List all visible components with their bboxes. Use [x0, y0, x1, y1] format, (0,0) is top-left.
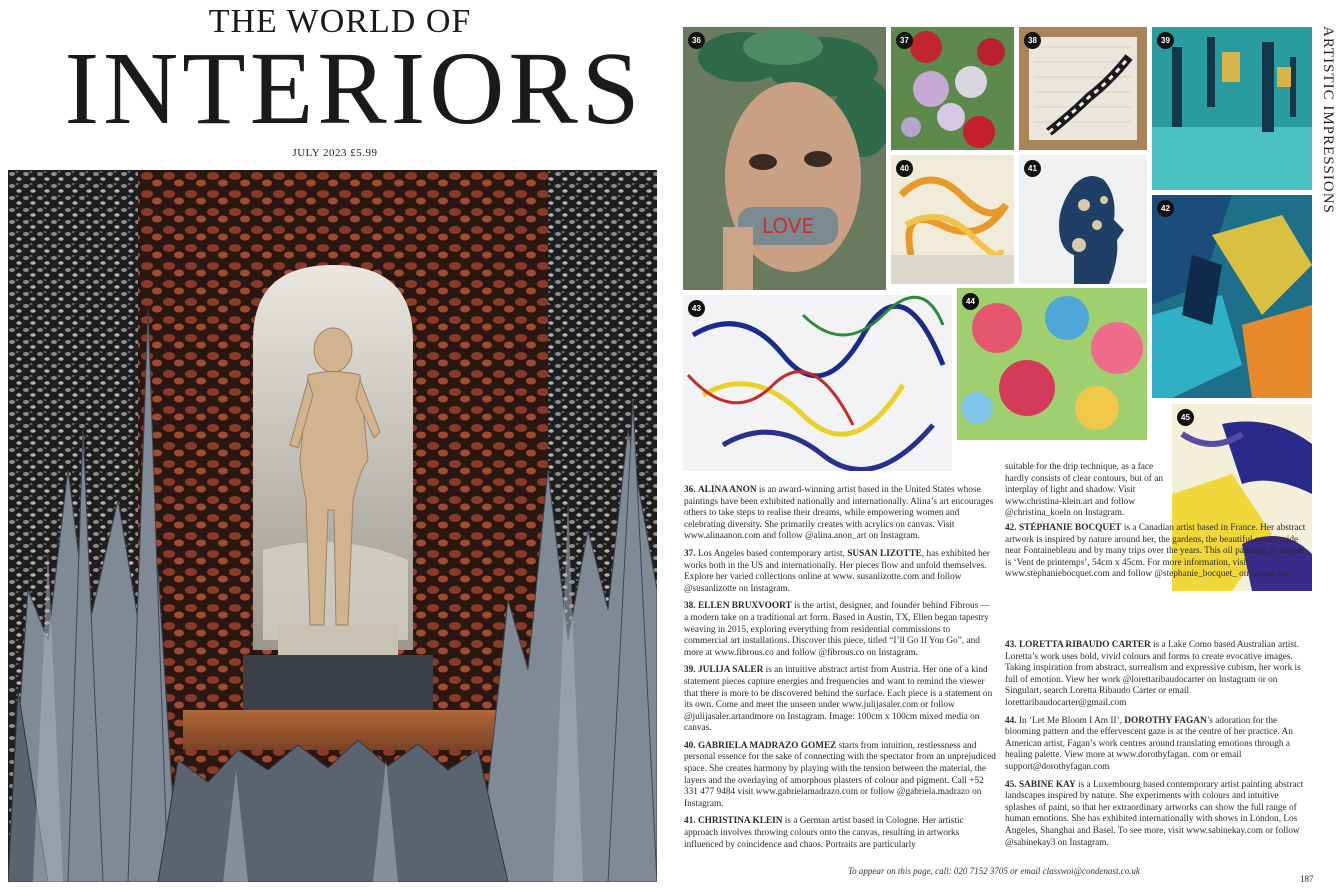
- section-title: ARTISTIC IMPRESSIONS: [1320, 26, 1336, 214]
- orange-abstract-painting: [891, 155, 1014, 284]
- page-number: 187: [1300, 874, 1314, 884]
- tapestry-weaving: [1019, 27, 1147, 150]
- entry-38: 38. ELLEN BRUXVOORT is the artist, designer, and founder behind Fibrous — a modern take on a traditional art form. Based in Austin, TX, Ellen began tapestry weaving in 2015, exploring everything from residential commissions to commercial art installations. Discover this piece, titled “I’ll Go If You Go”, and more at www.fibrous.co and follow @fibrous.co on Instagram.: [684, 601, 990, 658]
- tile-number-44: 44: [962, 293, 979, 310]
- tile-number-45: 45: [1177, 409, 1194, 426]
- entry-41-cont: suitable for the drip technique, as a face hardly consists of clear contours, but of an interplay of light and shadow. Visit www.christina-klein.art and follow @christina_koeln on Instagram.: [1005, 462, 1164, 519]
- text-column-right-top: [1005, 462, 1168, 526]
- advertising-footer: To appear on this page, call: 020 7152 3705 or email classwoi@condenast.co.uk: [848, 866, 1140, 876]
- entry-36: 36. ALINA ANON is an award-winning artist based in the United States whose paintings have been exhibited nationally and internationally. Alina’s art encourages others to take steps to realise their dreams, while empowering women and celebrating diversity. She primarily creates with acrylics on canvas. Visit www.alinaanon.com and follow @alina.anon_art on Instagram.: [684, 485, 994, 542]
- drip-painting: [683, 295, 952, 471]
- roses-painting: [891, 27, 1014, 150]
- entry-42: 42. STÉPHANIE BOCQUET is a Canadian artist based in France. Her abstract artwork is inspired by nature around her, the gardens, the beautiful countryside near Fontainebleau and by many trips over the years. This oil painting on canvas is ‘Vent de printemps’, 54cm x 45cm. For more information, visit www.stephaniebocquet.com and follow @stephanie_bocquet_ on Instagram.: [1005, 523, 1306, 580]
- entry-44: 44. In ‘Let Me Bloom I Am II’, DOROTHY FAGAN’s adoration for the blooming pattern and the effervescent gaze is at the centre of her practice. An American artist, Fagan’s work centres around translating emotions through a healing palette. View more at www.dorothyfagan. com or email support@dorothyfagan.com: [1005, 715, 1293, 772]
- tile-number-41: 41: [1024, 160, 1041, 177]
- text-column-right: [1005, 640, 1310, 855]
- tile-number-36: 36: [688, 32, 705, 49]
- masthead-title: INTERIORS: [64, 31, 644, 146]
- tile-number-39: 39: [1157, 32, 1174, 49]
- entry-43: 43. LORETTA RIBAUDO CARTER is a Lake Como based Australian artist. Loretta’s work uses bold, vivid colours and forms to create evocative images. Taking inspiration from abstract, surrealism and expressive cubism, her work is full of emotion. View her work @lorettaribaudocarter on Instagram or on Singulart, search Loretta Ribaudo Carter or email lorettaribaudocarter@gmail.com: [1005, 640, 1301, 708]
- issue-date-price: JULY 2023 £5.99: [292, 147, 378, 159]
- tile-number-43: 43: [688, 300, 705, 317]
- masthead-top: THE WORLD OF: [208, 3, 472, 40]
- blue-abstract-painting: [1152, 195, 1312, 398]
- silhouette-painting: [1019, 155, 1147, 284]
- teal-abstract-painting: [1152, 27, 1312, 190]
- text-column-left: [684, 485, 996, 857]
- entry-37: 37. Los Angeles based contemporary artist, SUSAN LIZOTTE, has exhibited her works both in the US and internationally. Her pieces flow and unfold themselves. Explore her varied collections online at www. susanlizotte.com and follow @susanlizotte on Instagram.: [684, 548, 991, 594]
- tile-number-40: 40: [896, 160, 913, 177]
- entry-45: 45. SABINE KAY is a Luxembourg based contemporary artist painting abstract landscapes inspired by nature. She experiments with colours and intuitive splashes of paint, so that her extraordinary artworks can show the full range of human emotions. She has exhibited internationally with shows in London, Los Angeles, Shanghai and Basel. To see more, visit www.sabinekay.com or follow @sabinekay3 on Instagram.: [1005, 779, 1304, 848]
- svg-text:LOVE: LOVE: [761, 214, 815, 238]
- floral-abstract-painting: [957, 288, 1147, 440]
- tile-number-37: 37: [896, 32, 913, 49]
- entry-41: 41. CHRISTINA KLEIN is a German artist based in Cologne. Her artistic approach involves throwing colours onto the canvas, resulting in artworks influenced by coincidence and chaos. Portraits are particularly: [684, 816, 964, 850]
- woman-portrait-painting: [683, 27, 886, 290]
- grotto-statue-photo: [8, 170, 657, 882]
- entry-39: 39. JULIJA SALER is an intuitive abstract artist from Austria. Her one of a kind statement pieces capture energies and frequencies and want to remind the viewer that there is more to be discovered behind the surface. Each piece is a statement on its own. Come and meet the unseen under www.julijasaler.com or follow @julijasaler.artandmore on Instagram. Image: 100cm x 100cm mixed media on canvas.: [684, 665, 993, 734]
- tile-number-38: 38: [1024, 32, 1041, 49]
- entry-40: 40. GABRIELA MADRAZO GOMEZ starts from intuition, restlessness and personal essence for the sake of connecting with the spectator from an unprejudiced space. She creates harmony by playing with the tension between the material, the layers and the overlaying of amorphous plasters of colour and pigment. Call +52 331 477 9484 visit www.gabrielamadrazo.com or follow @gabriela.madrazo on Instagram.: [684, 740, 996, 809]
- tile-number-42: 42: [1157, 200, 1174, 217]
